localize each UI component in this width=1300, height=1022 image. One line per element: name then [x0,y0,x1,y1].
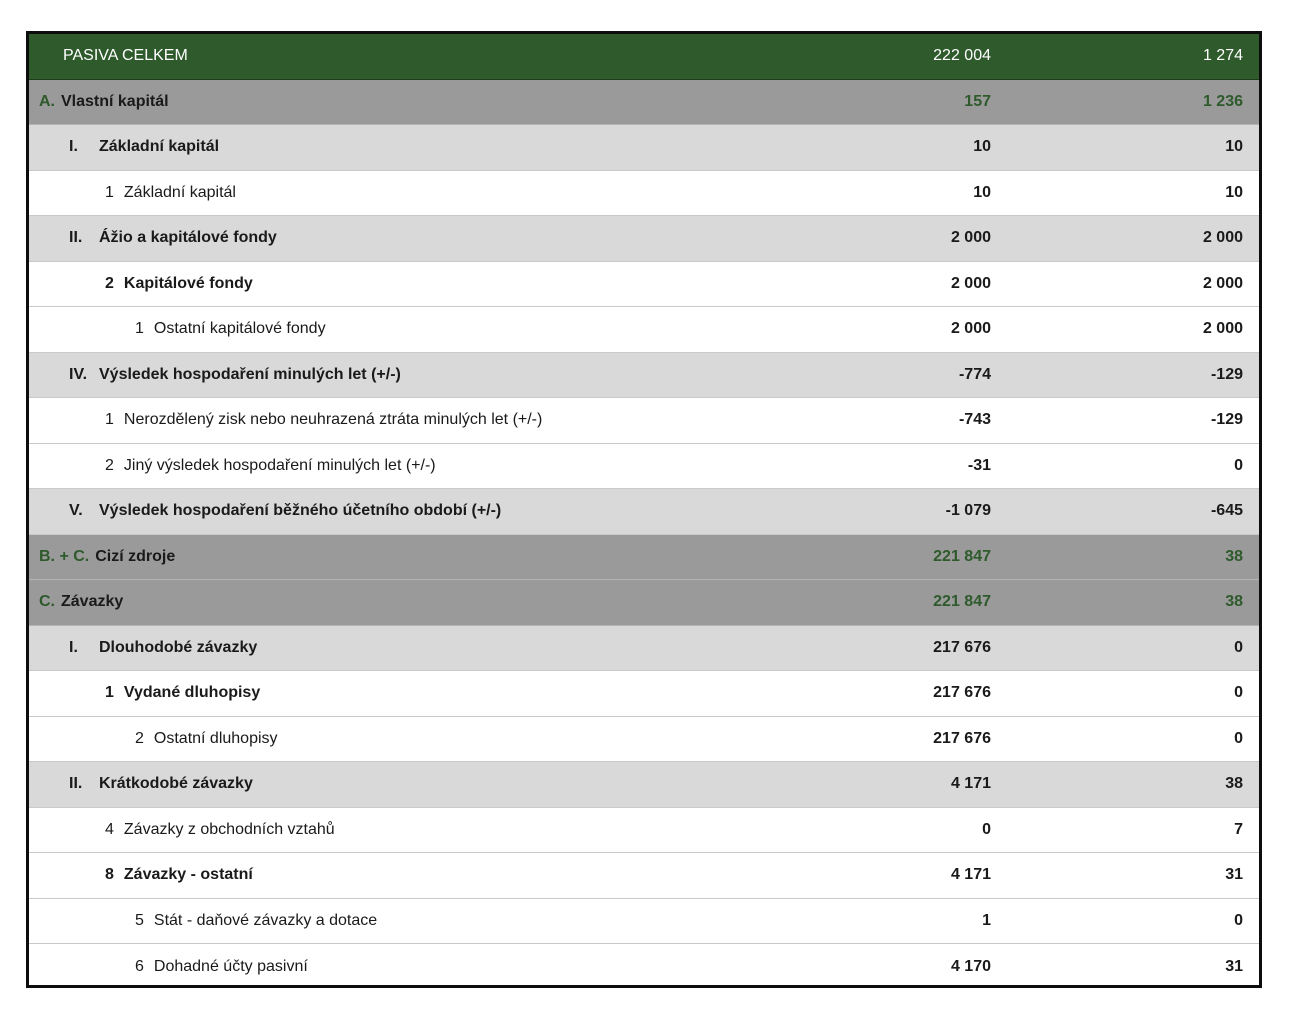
value-previous: -129 [1210,365,1243,383]
row-label [29,684,1259,702]
table-row [29,353,1259,399]
row-text: Cizí zdroje [95,547,176,565]
row-text: PASIVA CELKEM [63,47,188,65]
value-current: 221 847 [933,593,991,611]
value-previous: 0 [1234,456,1243,474]
row-text: Dohadné účty pasivní [153,957,308,975]
row-text: Závazky z obchodních vztahů [123,820,335,838]
value-current: 2 000 [950,229,991,247]
row-code: 6 [135,957,144,975]
value-current: 10 [973,183,991,201]
row-text: Základní kapitál [99,138,220,156]
table-row [29,762,1259,808]
row-label [29,138,1259,156]
row-code: 1 [105,183,114,201]
value-previous: 38 [1225,775,1243,793]
row-label [29,821,1259,839]
value-previous: 2 000 [1202,320,1243,338]
table-row [29,808,1259,854]
row-label [29,275,1259,293]
row-text: Vydané dluhopisy [123,684,261,702]
balance-sheet-frame [26,31,1262,988]
row-text: Výsledek hospodaření minulých let (+/-) [99,365,401,383]
row-text: Výsledek hospodaření běžného účetního období (+/-) [99,502,502,520]
table-row [29,853,1259,899]
row-label [29,593,1259,611]
value-current: -31 [967,456,991,474]
table-row [29,171,1259,217]
row-code: I. [69,638,78,656]
value-previous: 2 000 [1202,229,1243,247]
value-current: 4 171 [950,866,991,884]
value-previous: 0 [1234,638,1243,656]
value-current: 217 676 [933,638,991,656]
row-code: IV. [69,365,88,383]
value-previous: 1 236 [1202,92,1243,110]
value-previous: 10 [1225,183,1243,201]
row-code: II. [69,775,83,793]
row-code: 1 [105,411,114,429]
value-previous: 31 [1225,957,1243,975]
row-code: 2 [105,274,114,292]
row-text: Závazky - ostatní [123,866,253,884]
table-row [29,80,1259,126]
row-label [29,229,1259,247]
row-text: Kapitálové fondy [123,274,253,292]
table-row [29,216,1259,262]
row-code: 1 [135,320,144,338]
row-text: Základní kapitál [123,183,236,201]
value-current: -774 [958,365,991,383]
row-text: Ážio a kapitálové fondy [99,229,277,247]
row-text: Závazky [61,593,124,611]
row-code: B. + C. [39,547,90,565]
table-row [29,34,1259,80]
value-current: 2 000 [950,320,991,338]
row-text: Stát - daňové závazky a dotace [153,911,378,929]
value-current: 4 171 [950,775,991,793]
value-current: 4 170 [950,957,991,975]
row-label [29,866,1259,884]
row-label [29,502,1259,520]
table-row [29,944,1259,988]
liabilities-table [29,34,1259,988]
row-code: 1 [105,684,114,702]
row-text: Jiný výsledek hospodaření minulých let (+/-) [123,456,436,474]
value-previous: 1 274 [1202,47,1243,65]
row-text: Nerozdělený zisk nebo neuhrazená ztráta minulých let (+/-) [123,411,543,429]
value-current: 217 676 [933,729,991,747]
table-row [29,125,1259,171]
row-label [29,912,1259,930]
table-row [29,262,1259,308]
row-label [29,47,1259,65]
table-row [29,717,1259,763]
row-text: Vlastní kapitál [61,92,169,110]
row-label [29,184,1259,202]
table-row [29,580,1259,626]
value-previous: -645 [1210,502,1243,520]
row-label [29,320,1259,338]
row-code: II. [69,229,83,247]
row-label [29,411,1259,429]
value-previous: 2 000 [1202,274,1243,292]
table-row [29,398,1259,444]
row-code: I. [69,138,78,156]
value-current: 217 676 [933,684,991,702]
row-code: A. [39,92,55,110]
value-current: 2 000 [950,274,991,292]
value-previous: 38 [1225,547,1243,565]
table-row [29,626,1259,672]
value-previous: 38 [1225,593,1243,611]
value-previous: 0 [1234,729,1243,747]
value-current: -1 079 [945,502,991,520]
value-current: 10 [973,138,991,156]
value-current: 157 [964,92,991,110]
table-row [29,671,1259,717]
table-row [29,535,1259,581]
row-code: 5 [135,911,144,929]
row-code: 2 [135,729,144,747]
table-row [29,307,1259,353]
row-code: C. [39,593,55,611]
row-code: 4 [105,820,114,838]
row-label [29,958,1259,976]
value-previous: -129 [1210,411,1243,429]
row-label [29,366,1259,384]
table-row [29,489,1259,535]
table-row [29,444,1259,490]
row-code: 2 [105,456,114,474]
row-text: Ostatní kapitálové fondy [153,320,326,338]
row-text: Ostatní dluhopisy [153,729,278,747]
row-code: 8 [105,866,114,884]
row-label [29,775,1259,793]
value-previous: 10 [1225,138,1243,156]
value-previous: 0 [1234,911,1243,929]
row-text: Krátkodobé závazky [99,775,253,793]
row-label [29,730,1259,748]
value-previous: 7 [1234,820,1243,838]
value-current: 221 847 [933,547,991,565]
row-label [29,639,1259,657]
value-current: 1 [982,911,991,929]
value-current: 0 [982,820,991,838]
row-label [29,548,1259,566]
row-label [29,457,1259,475]
value-current: -743 [958,411,991,429]
table-row [29,899,1259,945]
row-code: V. [69,502,83,520]
value-current: 222 004 [933,47,991,65]
value-previous: 0 [1234,684,1243,702]
row-text: Dlouhodobé závazky [99,638,258,656]
value-previous: 31 [1225,866,1243,884]
row-label [29,93,1259,111]
